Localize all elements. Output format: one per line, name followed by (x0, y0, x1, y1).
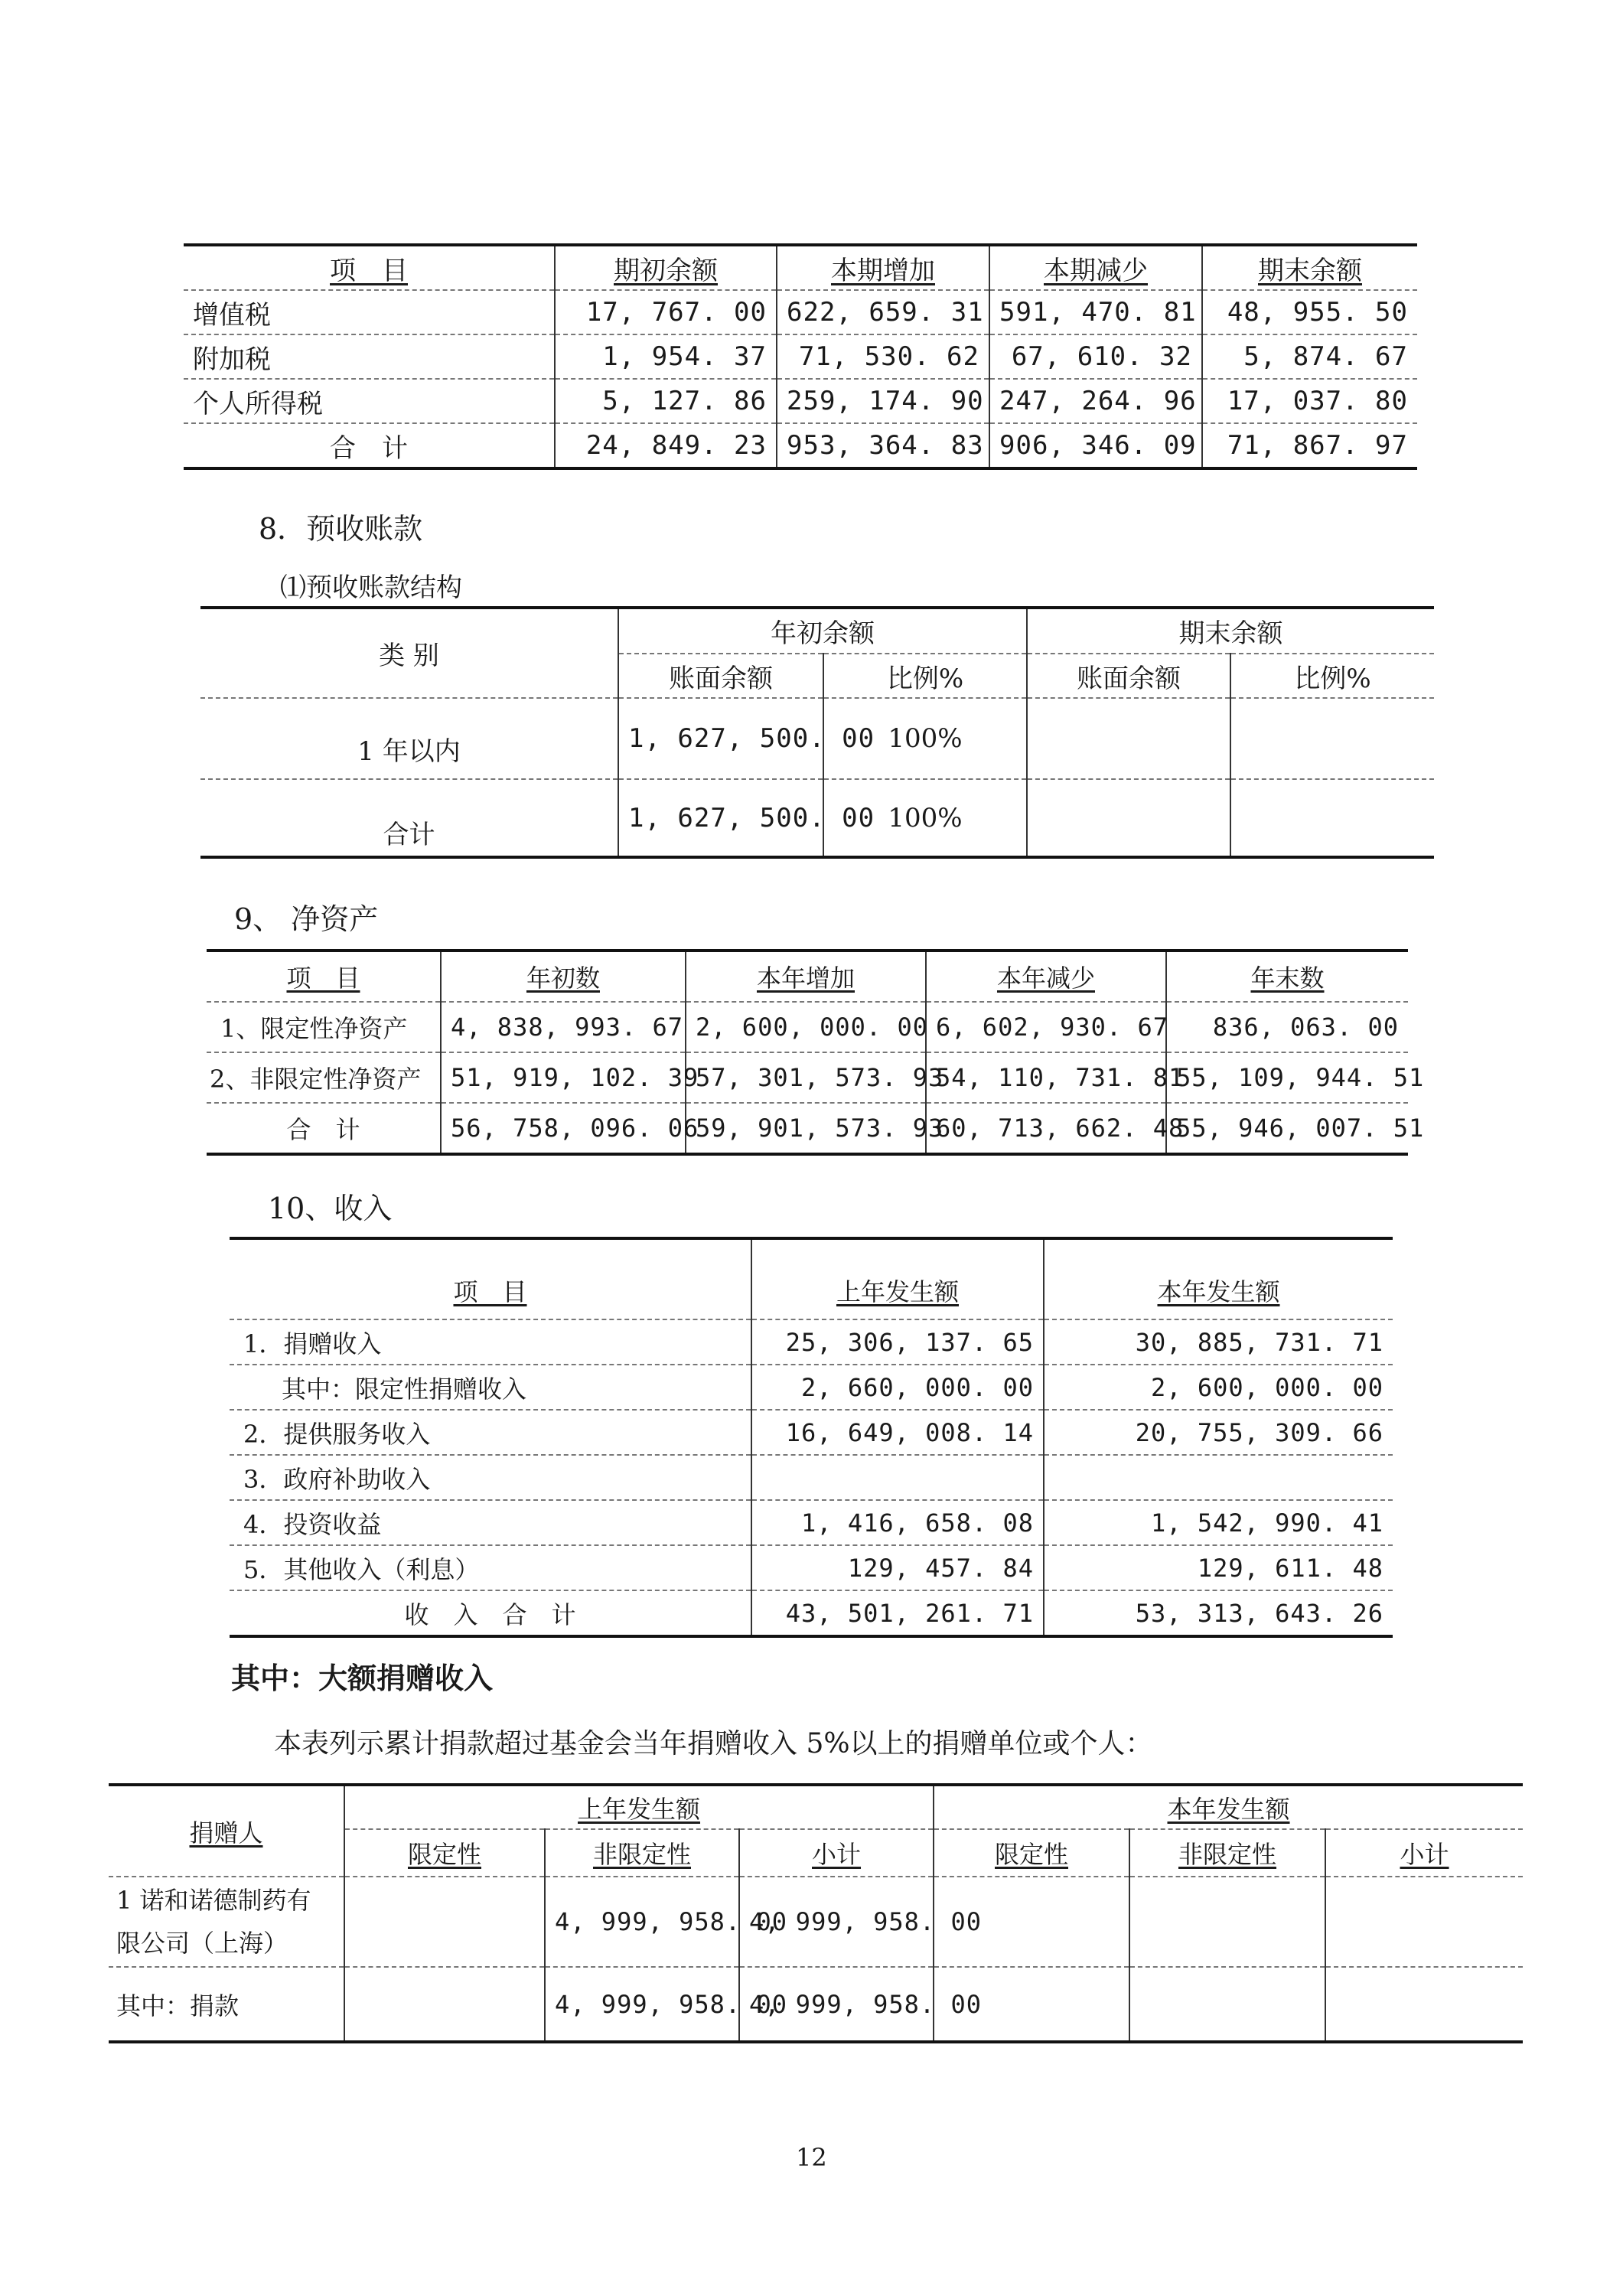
large-donation-title: 其中：大额捐赠收入 (231, 1661, 494, 1695)
table-row (230, 1545, 1393, 1590)
section-8-subtitle: ⑴预收账款结构 (280, 572, 462, 603)
table-row (230, 1365, 1393, 1410)
column-header: 账面余额 (1027, 654, 1230, 698)
table-header-row (207, 952, 1408, 1002)
cell-value: 2, 600, 000. 00 (1044, 1365, 1393, 1410)
table-row (230, 1455, 1393, 1500)
cell-value: 2, 600, 000. 00 (686, 1002, 926, 1052)
cell-value (1027, 779, 1230, 856)
row-label: 其中：限定性捐赠收入 (230, 1365, 751, 1410)
cell-value: 4, 838, 993. 67 (441, 1002, 686, 1052)
large-donation-note: 本表列示累计捐款超过基金会当年捐赠收入 5%以上的捐赠单位或个人： (274, 1728, 1153, 1760)
large-donation-table (109, 1783, 1523, 2043)
table-total-row (184, 423, 1417, 467)
cell-value: 622, 659. 31 (777, 290, 989, 334)
cell-value (751, 1455, 1044, 1500)
cell-value: 55, 946, 007. 51 (1166, 1103, 1408, 1153)
column-header: 捐赠人 (109, 1786, 344, 1877)
cell-value: 259, 174. 90 (777, 379, 989, 423)
cell-value (1230, 779, 1434, 856)
section-8-title: 8．预收账款 (259, 512, 423, 546)
column-header: 本期减少 (989, 246, 1202, 290)
row-label: 1、限定性净资产 (207, 1002, 441, 1052)
column-header: 本年发生额 (1044, 1240, 1393, 1319)
column-header: 小计 (1325, 1829, 1523, 1877)
column-header: 年末数 (1166, 952, 1408, 1002)
row-label: 合 计 (330, 432, 408, 464)
cell-value: 20, 755, 309. 66 (1044, 1410, 1393, 1455)
donor-name-line: 限公司（上海） (116, 1929, 288, 1958)
row-label: 合计 (383, 820, 435, 850)
table-row (109, 1877, 1523, 1967)
cell-value: 2, 660, 000. 00 (751, 1365, 1044, 1410)
cell-value: 56, 758, 096. 06 (441, 1103, 686, 1153)
cell-value: 1, 954. 37 (555, 334, 777, 379)
table-row (184, 290, 1417, 334)
table-row (230, 1319, 1393, 1365)
tax-table (184, 243, 1417, 470)
cell-value: 71, 530. 62 (777, 334, 989, 379)
cell-value: 57, 301, 573. 93 (686, 1052, 926, 1103)
table-header-row (230, 1240, 1393, 1319)
column-header: 项 目 (184, 246, 555, 290)
cell-value: 4, 999, 958. 00 (739, 1877, 934, 1967)
net-assets-table (207, 949, 1425, 1156)
row-label: 合 计 (286, 1115, 360, 1144)
cell-value: 25, 306, 137. 65 (751, 1319, 1044, 1365)
cell-value: 59, 901, 573. 93 (686, 1103, 926, 1153)
column-header: 比例% (823, 654, 1027, 698)
row-label: 4．投资收益 (230, 1500, 751, 1545)
cell-value: 591, 470. 81 (989, 290, 1202, 334)
column-header: 上年发生额 (751, 1240, 1044, 1319)
section-10-title: 10、收入 (268, 1192, 393, 1225)
cell-value (344, 1967, 545, 2040)
page-number: 12 (796, 2143, 827, 2172)
income-table (230, 1237, 1393, 1638)
cell-value: 4, 999, 958. 00 (545, 1967, 739, 2040)
table-row (230, 1410, 1393, 1455)
row-label: 2、非限定性净资产 (207, 1052, 441, 1103)
column-header: 类 别 (200, 609, 618, 698)
row-label: 1．捐赠收入 (230, 1319, 751, 1365)
column-header: 小计 (739, 1829, 934, 1877)
column-header: 限定性 (344, 1829, 545, 1877)
cell-value: 16, 649, 008. 14 (751, 1410, 1044, 1455)
table-header-row (200, 609, 1434, 654)
cell-value (1230, 698, 1434, 779)
cell-value: 6, 602, 930. 67 (926, 1002, 1166, 1052)
table-total-row (207, 1103, 1408, 1153)
column-header: 年初数 (441, 952, 686, 1002)
table-row (184, 379, 1417, 423)
table-header-row (184, 246, 1417, 290)
column-header: 非限定性 (1129, 1829, 1325, 1877)
row-label: 其中：捐款 (116, 1991, 240, 2020)
table-row (207, 1002, 1408, 1052)
cell-value: 54, 110, 731. 81 (926, 1052, 1166, 1103)
table-header-row (109, 1786, 1523, 1829)
column-header: 账面余额 (618, 654, 823, 698)
cell-value: 24, 849. 23 (555, 423, 777, 467)
table-row (230, 1500, 1393, 1545)
column-group-header: 期末余额 (1027, 609, 1434, 654)
cell-value: 1, 542, 990. 41 (1044, 1500, 1393, 1545)
donor-name (109, 1877, 344, 1967)
column-header: 项 目 (207, 952, 441, 1002)
section-9-title: 9、 净资产 (234, 902, 379, 936)
column-header: 本期增加 (777, 246, 989, 290)
column-header: 期初余额 (555, 246, 777, 290)
column-header: 限定性 (934, 1829, 1129, 1877)
cell-value: 17, 767. 00 (555, 290, 777, 334)
cell-value: 60, 713, 662. 48 (926, 1103, 1166, 1153)
table-row (200, 698, 1434, 779)
cell-value (1129, 1877, 1325, 1967)
cell-value: 1, 416, 658. 08 (751, 1500, 1044, 1545)
column-header: 非限定性 (545, 1829, 739, 1877)
cell-value: 4, 999, 958. 00 (739, 1967, 934, 2040)
row-label: 1 年以内 (200, 698, 618, 779)
cell-value (1325, 1967, 1523, 2040)
cell-value: 51, 919, 102. 39 (441, 1052, 686, 1103)
table-row (109, 1967, 1523, 2040)
cell-value: 48, 955. 50 (1202, 290, 1417, 334)
cell-value: 17, 037. 80 (1202, 379, 1417, 423)
cell-value: 129, 611. 48 (1044, 1545, 1393, 1590)
row-label: 收 入 合 计 (404, 1600, 576, 1629)
cell-value: 1, 627, 500. 00 (618, 698, 823, 779)
row-label: 3．政府补助收入 (230, 1455, 751, 1500)
cell-value: 129, 457. 84 (751, 1545, 1044, 1590)
cell-value: 67, 610. 32 (989, 334, 1202, 379)
cell-value: 43, 501, 261. 71 (751, 1590, 1044, 1635)
cell-value (1325, 1877, 1523, 1967)
column-header: 项 目 (230, 1240, 751, 1319)
cell-value: 906, 346. 09 (989, 423, 1202, 467)
column-header: 期末余额 (1202, 246, 1417, 290)
cell-value: 100% (823, 698, 1027, 779)
table-total-row (200, 779, 1434, 856)
cell-value (1129, 1967, 1325, 2040)
column-group-header: 上年发生额 (344, 1786, 934, 1829)
row-label: 增值税 (184, 290, 555, 334)
donor-name-line: 1 诺和诺德制药有 (116, 1886, 311, 1915)
row-label: 2．提供服务收入 (230, 1410, 751, 1455)
column-header: 本年减少 (926, 952, 1166, 1002)
cell-value: 247, 264. 96 (989, 379, 1202, 423)
cell-value: 1, 627, 500. 00 (618, 779, 823, 856)
column-group-header: 本年发生额 (934, 1786, 1523, 1829)
cell-value: 55, 109, 944. 51 (1166, 1052, 1408, 1103)
column-group-header: 年初余额 (618, 609, 1027, 654)
advance-receipts-table (200, 606, 1434, 859)
cell-value (1027, 698, 1230, 779)
cell-value: 53, 313, 643. 26 (1044, 1590, 1393, 1635)
cell-value (1044, 1455, 1393, 1500)
table-row (207, 1052, 1408, 1103)
cell-value (344, 1877, 545, 1967)
cell-value: 30, 885, 731. 71 (1044, 1319, 1393, 1365)
column-header: 比例% (1230, 654, 1434, 698)
cell-value: 100% (823, 779, 1027, 856)
column-header: 本年增加 (686, 952, 926, 1002)
cell-value: 5, 127. 86 (555, 379, 777, 423)
row-label: 附加税 (184, 334, 555, 379)
cell-value: 836, 063. 00 (1166, 1002, 1408, 1052)
cell-value: 4, 999, 958. 00 (545, 1877, 739, 1967)
cell-value: 5, 874. 67 (1202, 334, 1417, 379)
cell-value: 71, 867. 97 (1202, 423, 1417, 467)
table-row (184, 334, 1417, 379)
row-label: 5．其他收入（利息） (230, 1545, 751, 1590)
cell-value: 953, 364. 83 (777, 423, 989, 467)
table-total-row (230, 1590, 1393, 1635)
row-label: 个人所得税 (184, 379, 555, 423)
